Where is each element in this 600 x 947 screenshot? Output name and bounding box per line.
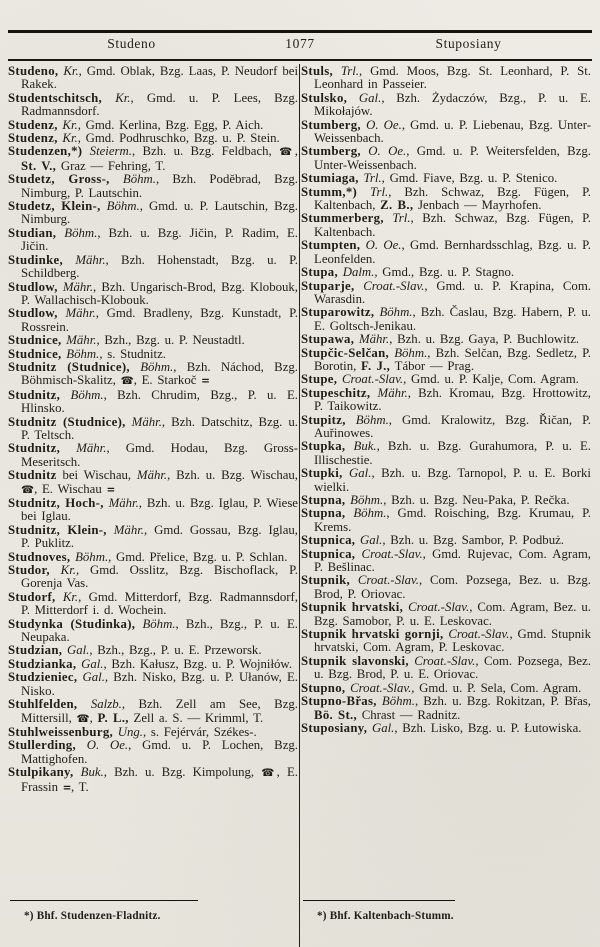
gazetteer-entry: [8, 281, 298, 308]
entry-text: , Gmd. Fiave, Bzg. u. P. Stenico.: [381, 171, 558, 186]
gazetteer-entry: [8, 416, 298, 443]
railway-line-abbr: Bö. St.,: [314, 707, 358, 722]
gazetteer-entry: [301, 655, 591, 682]
entry-text: , Gmd. Moos, Bzg. St. Leonhard, P. St. Leonhard in Passeier.: [314, 64, 591, 92]
place-name: Studeno,: [8, 64, 59, 78]
place-name: Studnitz, Klein-,: [8, 522, 107, 537]
gazetteer-entry: [301, 628, 591, 655]
place-name: Studzieniec,: [8, 670, 78, 685]
entry-text: , Gmd. Mitterdorf, Bzg. Radmannsdorf, P. Mitterdorf i. d. Wochein.: [21, 589, 298, 618]
entry-text: , Gmd. Hodau, Bzg. Gross-Meseritsch.: [21, 441, 298, 469]
place-name: Stupna,: [301, 493, 346, 507]
place-name: Stupnica,: [301, 533, 356, 548]
gazetteer-entry: [301, 440, 591, 467]
place-name: Studlow,: [8, 306, 58, 321]
entry-text: , Bzh. Zell am See, Bzg. Mittersill,: [21, 697, 298, 725]
region-abbr: Gal.: [355, 533, 383, 548]
entry-text: Jenbach — Mayrhofen.: [413, 198, 542, 213]
gazetteer-entry: [301, 534, 591, 547]
gazetteer-entry: [8, 334, 298, 347]
gazetteer-entry: [8, 739, 298, 766]
entry-text: , Bzh. Chrudim, Bzg., P. u. E. Hlinsko.: [21, 387, 298, 416]
gazetteer-entry: [301, 239, 591, 266]
place-name: Stupno-Břas,: [301, 694, 377, 709]
gazetteer-entry: [301, 186, 591, 213]
gazetteer-entry: [8, 591, 298, 618]
left-column-entries: [8, 64, 298, 895]
entry-text: , Bzh. u. Bzg. Tarnopol, P. u. E. Borki wielki.: [314, 466, 591, 494]
region-abbr: Trl.: [357, 184, 389, 199]
gazetteer-entry: [301, 347, 591, 374]
gazetteer-entry: [8, 348, 298, 361]
place-name: Stupnik hrvatski gornji,: [301, 627, 444, 642]
entry-text: , Gmd. Gossau, Bzg. Iglau, P. Puklitz.: [21, 522, 298, 551]
entry-text: , Gmd. u. P. Sela, Com. Agram.: [411, 680, 582, 695]
entry-text: , s. Studnitz.: [99, 346, 166, 361]
place-name: Stuls,: [301, 64, 334, 78]
region-abbr: Böhm.: [56, 225, 98, 240]
entry-text: , Com. Agram, Bez. u. Bzg. Samobor, P. u. E. Leskovac.: [314, 600, 591, 628]
region-abbr: Mähr.: [60, 441, 107, 456]
region-abbr: Trl.: [333, 64, 360, 78]
region-abbr: Böhm.: [345, 493, 384, 507]
region-abbr: Mähr.: [131, 468, 168, 483]
region-abbr: Mähr.: [103, 496, 139, 510]
place-name: Studzian,: [8, 643, 63, 658]
place-name: Stumpten,: [301, 238, 361, 253]
entry-text: , Bzh. u. Bzg. Sambor, P. Podbuż.: [382, 533, 564, 548]
region-abbr: Böhm.: [376, 694, 415, 709]
railway-line-abbr: Z. B.,: [380, 198, 414, 213]
region-abbr: Böhm.: [345, 412, 389, 427]
entry-text: , Bzh. Náchod, Bzg. Böhmisch-Skalitz,: [21, 359, 298, 388]
railway-line-abbr: St. V.,: [21, 158, 57, 173]
region-abbr: Croat.-Slav.: [355, 546, 423, 561]
entry-text: , Bzh. Ungarisch-Brod, Bzg. Klobouk, P. Wallachisch-Klobouk.: [21, 279, 298, 307]
place-name: Stuparowitz,: [301, 305, 375, 320]
place-name: Studentschitsch,: [8, 90, 103, 105]
entry-text: , Gmd. u. P. Krapina, Com. Warasdin.: [314, 278, 591, 306]
railway-line-abbr: F. J.,: [361, 358, 391, 373]
gazetteer-entry: [301, 467, 591, 494]
region-abbr: O. Oe.: [360, 238, 402, 253]
entry-text: , Gmd. Oblak, Bzg. Laas, P. Neudorf bei Rakek.: [21, 64, 298, 92]
gazetteer-entry: [301, 548, 591, 575]
place-name: Studinke,: [8, 252, 63, 267]
gazetteer-entry: [8, 389, 298, 416]
header-first-entry: Studeno: [107, 36, 156, 51]
header-last-entry: Stuposiany: [435, 36, 502, 51]
region-abbr: Böhm.: [60, 387, 104, 402]
region-abbr: Kr.: [55, 589, 79, 604]
gazetteer-entry: [301, 145, 591, 172]
place-name: Stupa,: [301, 265, 339, 280]
gazetteer-entry: [301, 601, 591, 628]
region-abbr: Salzb.: [77, 697, 122, 712]
entry-text: , Bzh. Schwaz, Bzg. Fügen, P. Kaltenbach.: [314, 211, 591, 239]
left-footnote: *) Bhf. Studenzen-Fladnitz.: [24, 910, 161, 922]
entry-text: , Gmd. Přelice, Bzg. u. P. Schlan.: [108, 549, 288, 564]
entry-text: , s. Fejérvár, Székes-.: [142, 724, 257, 739]
entry-text: , Gmd. Bradleny, Bzg. Kunstadt, P. Rossrein.: [21, 306, 298, 334]
gazetteer-entry: [301, 507, 591, 534]
place-name: Stupna,: [301, 506, 346, 521]
region-abbr: Gal.: [347, 90, 382, 105]
gazetteer-entry: [8, 307, 298, 334]
place-name: Stumiaga,: [301, 171, 359, 186]
region-abbr: Mähr.: [62, 252, 106, 267]
gazetteer-entry: [301, 373, 591, 386]
place-name: Stuhlweissenburg,: [8, 724, 114, 739]
entry-text: ,: [89, 710, 98, 725]
gazetteer-entry: [8, 92, 298, 119]
gazetteer-entry: [8, 726, 298, 739]
entry-text: Zell a. S. — Krimml, T.: [128, 710, 264, 725]
place-name: Stulsko,: [301, 90, 348, 105]
text-columns: [8, 61, 592, 947]
entry-text: , Gmd., Bzg. u. P. Stagno.: [374, 265, 515, 280]
gazetteer-entry: [301, 333, 591, 346]
place-name: Studnitz,: [8, 441, 61, 456]
entry-text: , Gmd. u. P. Weitersfelden, Bzg. Unter-Weissenbach.: [314, 144, 591, 172]
region-abbr: Kr.: [58, 64, 79, 78]
region-abbr: Croat.-Slav.: [443, 627, 510, 642]
place-name: Stumberg,: [301, 117, 361, 132]
place-name: Studnoves,: [8, 549, 71, 564]
entry-text: , T.: [70, 779, 89, 794]
entry-text: ,: [294, 144, 298, 159]
entry-text: , Bzh. Kromau, Bzg. Hrottowitz, P. Taikowitz.: [314, 385, 591, 414]
entry-text: , Bzh. u. Bzg. Wischau,: [167, 468, 298, 483]
region-abbr: Mähr.: [354, 332, 390, 347]
gazetteer-entry: [8, 361, 298, 389]
left-column: [8, 64, 298, 947]
region-abbr: Gal.: [76, 656, 104, 671]
place-name: Studnitz (Studnice),: [8, 414, 126, 429]
right-footnote-block: [301, 895, 591, 947]
post-horn-icon: ☎: [279, 146, 295, 159]
place-name: Stupno,: [301, 680, 346, 695]
region-abbr: Buk.: [345, 439, 377, 454]
page-number: 1077: [285, 36, 315, 51]
place-name: Studor,: [8, 563, 50, 578]
right-footnote: *) Bhf. Kaltenbach-Stumm.: [317, 910, 454, 922]
region-abbr: Croat.-Slav.: [354, 278, 425, 293]
place-name: Studetz, Klein-,: [8, 199, 101, 214]
place-name: Studnitz,: [8, 387, 61, 402]
entry-text: , Bzh. Nisko, Bzg. u. P. Ułanów, E. Nisko.: [21, 670, 298, 698]
region-abbr: Böhm.: [109, 172, 156, 187]
place-name: Studnitz, Hoch-,: [8, 496, 104, 510]
entry-text: , Bzh. u. Bzg. Neu-Paka, P. Rečka.: [383, 493, 570, 507]
gazetteer-entry: [8, 469, 298, 497]
region-abbr: Buk.: [73, 765, 104, 780]
entry-text: , Bzh. u. Bzg. Gaya, P. Buchlowitz.: [389, 332, 580, 347]
region-abbr: Trl.: [358, 171, 382, 186]
entry-text: , Gmd. u. P. Lautschin, Bzg. Nimburg.: [21, 199, 298, 227]
entry-text: , Com. Pozsega, Bez. u. Bzg. Brod, P. u. E. Oriovac.: [314, 653, 591, 682]
gazetteer-entry: [301, 65, 591, 92]
railway-symbol: =: [201, 375, 210, 388]
entry-text: , Gmd. Rujevac, Com. Agram, P. Bešlinac.: [314, 546, 591, 575]
place-name: Stupitz,: [301, 412, 346, 427]
entry-text: , Bzh. u. Bzg. Jičin, P. Radim, E. Jičin.: [21, 225, 298, 254]
entry-text: , Bzh. Datschitz, Bzg. u. P. Teltsch.: [21, 414, 298, 442]
region-abbr: Steierm.: [82, 144, 132, 159]
region-abbr: Kr.: [102, 90, 131, 105]
region-abbr: O. Oe.: [75, 738, 129, 753]
entry-text: , Bzh., Bzg., P. u. E. Przeworsk.: [89, 643, 262, 658]
gazetteer-entry: [8, 254, 298, 281]
entry-text: , Gmd. u. P. Lochen, Bzg. Mattighofen.: [21, 738, 298, 766]
region-abbr: O. Oe.: [360, 144, 407, 159]
gazetteer-entry: [8, 227, 298, 254]
place-name: Stullerding,: [8, 738, 76, 753]
entry-text: , E. Frassin: [21, 765, 298, 794]
region-abbr: Trl.: [383, 211, 411, 226]
region-abbr: Böhm.: [70, 549, 109, 564]
region-abbr: O. Oe.: [360, 117, 402, 132]
entry-text: bei Wischau,: [56, 468, 132, 483]
entry-text: , Bzh. u. Bzg. Rokitzan, P. Břas,: [414, 694, 591, 709]
region-abbr: Böhm.: [100, 199, 140, 214]
place-name: Stupeschitz,: [301, 385, 371, 400]
entry-text: , E. Starkoč: [133, 373, 202, 388]
gazetteer-entry: [301, 306, 591, 333]
place-name: Stupčic-Selčan,: [301, 345, 390, 360]
region-abbr: Mähr.: [57, 279, 94, 294]
entry-text: Tábor — Prag.: [390, 358, 475, 373]
railway-line-abbr: P. L.,: [97, 710, 129, 725]
gazetteer-entry: [8, 618, 298, 645]
place-name: Stummerberg,: [301, 211, 384, 226]
right-column-entries: [301, 64, 591, 895]
entry-text: , Bzh. u. Bzg. Feldbach,: [131, 144, 280, 159]
gazetteer-entry: [8, 524, 298, 551]
place-name: Stulpikany,: [8, 765, 74, 780]
entry-text: , Bzh. Selčan, Bzg. Sedletz, P. Borotin,: [314, 345, 591, 373]
entry-text: , Bzh. Schwaz, Bzg. Fügen, P. Kaltenbach,: [314, 184, 591, 213]
entry-text: , Com. Pozsega, Bez. u. Bzg. Brod, P. Oriovac.: [314, 573, 591, 601]
place-name: Stumberg,: [301, 144, 361, 159]
entry-text: , Gmd. u. P. Lees, Bzg. Radmannsdorf.: [21, 90, 298, 119]
region-abbr: Croat.-Slav.: [408, 653, 476, 668]
gazetteer-entry: [301, 172, 591, 185]
entry-text: , Bzh. u. Bzg. Kimpolung,: [103, 765, 262, 780]
post-horn-icon: ☎: [76, 712, 90, 725]
entry-text: , Gmd. u. P. Kalje, Com. Agram.: [403, 372, 579, 387]
place-name: Stupki,: [301, 466, 343, 481]
entry-text: , Gmd. Stupnik hrvatski, Com. Agram, P. Leskovac.: [314, 627, 591, 655]
entry-text: , Bzh. Kałusz, Bzg. u. P. Wojniłów.: [103, 656, 293, 671]
entry-text: , Bzh. u. Bzg. Gurahumora, P. u. E. Illischestie.: [314, 439, 591, 467]
entry-text: , Bzh. Hohenstadt, Bzg. u. P. Schildberg.: [21, 252, 298, 281]
gazetteer-entry: [8, 173, 298, 200]
gazetteer-entry: [8, 658, 298, 671]
right-column: [301, 64, 591, 947]
gazetteer-entry: [8, 766, 298, 795]
entry-text: , Gmd. Roisching, Bzg. Krumau, P. Krems.: [314, 506, 591, 534]
region-abbr: Gal.: [62, 643, 90, 658]
region-abbr: Gal.: [77, 670, 105, 685]
gazetteer-entry: [301, 92, 591, 119]
region-abbr: Croat.-Slav.: [337, 372, 404, 387]
region-abbr: Mähr.: [125, 414, 162, 429]
region-abbr: Mähr.: [61, 333, 97, 348]
gazetteer-entry: [8, 145, 298, 173]
region-abbr: Böhm.: [61, 346, 100, 361]
entry-text: , Gmd. Bernhardsschlag, Bzg. u. P. Leonfelden.: [314, 238, 591, 266]
place-name: Stuposiany,: [301, 720, 368, 735]
entry-text: , Gmd. Podhruschko, Bzg. u. P. Stein.: [77, 131, 280, 146]
region-abbr: Croat.-Slav.: [403, 600, 470, 615]
gazetteer-entry: [8, 644, 298, 657]
region-abbr: Kr.: [57, 117, 78, 132]
right-footnote-rule: [303, 900, 455, 902]
place-name: Stumm,*): [301, 184, 358, 199]
region-abbr: Dalm.: [338, 265, 375, 280]
gazetteer-entry: [8, 65, 298, 92]
gazetteer-entry: [8, 200, 298, 227]
gazetteer-entry: [301, 695, 591, 722]
place-name: Studzianka,: [8, 656, 77, 671]
gazetteer-entry: [8, 132, 298, 145]
place-name: Studorf,: [8, 589, 56, 604]
gazetteer-entry: [301, 682, 591, 695]
region-abbr: Gal.: [367, 720, 395, 735]
left-footnote-block: [8, 895, 298, 947]
entry-text: , Bzh., Bzg. u. P. Neustadtl.: [96, 333, 245, 348]
post-horn-icon: ☎: [261, 767, 277, 780]
gazetteer-entry: [8, 551, 298, 564]
region-abbr: Böhm.: [389, 345, 428, 360]
entry-text: , Gmd. Osslitz, Bzg. Bischoflack, P. Gorenja Vas.: [21, 563, 298, 591]
place-name: Stupnik hrvatski,: [301, 600, 404, 615]
region-abbr: Kr.: [49, 563, 76, 578]
gazetteer-entry: [8, 564, 298, 591]
gazetteer-entry: [301, 722, 591, 735]
post-horn-icon: ☎: [120, 375, 134, 388]
place-name: Stupawa,: [301, 332, 355, 347]
region-abbr: Mähr.: [370, 385, 408, 400]
place-name: Studnitz (Studnice),: [8, 359, 130, 374]
region-abbr: Böhm.: [374, 305, 413, 320]
railway-symbol: =: [62, 781, 71, 794]
place-name: Stupnica,: [301, 546, 356, 561]
place-name: Studetz, Gross-,: [8, 172, 110, 187]
gazetteer-entry: [301, 574, 591, 601]
region-abbr: Gal.: [342, 466, 372, 481]
gazetteer-entry: [301, 266, 591, 279]
left-footnote-rule: [10, 900, 198, 902]
region-abbr: Böhm.: [129, 359, 174, 374]
entry-text: , Bzh. Lisko, Bzg. u. P. Łutowiska.: [394, 720, 582, 735]
entry-text: , Gmd. Kerlina, Bzg. Egg, P. Aich.: [77, 117, 264, 132]
place-name: Studnice,: [8, 333, 62, 348]
region-abbr: Böhm.: [135, 616, 176, 631]
place-name: Studenz,: [8, 131, 58, 146]
entry-text: , Bzh. u. Bzg. Iglau, P. Wiese bei Iglau.: [21, 496, 298, 524]
gazetteer-entry: [301, 414, 591, 441]
place-name: Stupka,: [301, 439, 346, 454]
place-name: Studenz,: [8, 117, 58, 132]
gazetteer-entry: [301, 119, 591, 146]
place-name: Stupnik slavonski,: [301, 653, 409, 668]
place-name: Studnice,: [8, 346, 62, 361]
place-name: Stupe,: [301, 372, 338, 387]
entry-text: Chrast — Radnitz.: [357, 707, 461, 722]
region-abbr: Croat.-Slav.: [345, 680, 412, 695]
gazetteer-entry: [301, 387, 591, 414]
region-abbr: Mähr.: [57, 306, 96, 321]
running-head: [8, 33, 592, 59]
place-name: Studnitz: [8, 468, 57, 483]
gazetteer-entry: [301, 280, 591, 307]
railway-symbol: =: [106, 483, 115, 496]
place-name: Studynka (Studinka),: [8, 616, 136, 631]
region-abbr: Böhm.: [345, 506, 387, 521]
gazetteer-entry: [8, 671, 298, 698]
entry-text: , Gmd. Kralowitz, Bzg. Řičan, P. Auřinowes.: [314, 412, 591, 440]
region-abbr: Ung.: [113, 724, 143, 739]
gazetteer-entry: [8, 119, 298, 132]
gazetteer-entry: [8, 442, 298, 469]
place-name: Stupnik,: [301, 573, 351, 588]
region-abbr: Kr.: [57, 131, 78, 146]
place-name: Stuhlfelden,: [8, 697, 78, 712]
entry-text: , Gmd. u. P. Liebenau, Bzg. Unter-Weissenbach.: [314, 117, 591, 146]
entry-text: , Bzh. Poděbrad, Bzg. Nimburg, P. Lautschin.: [21, 172, 298, 200]
post-horn-icon: ☎: [21, 483, 35, 496]
entry-text: , E. Wischau: [34, 481, 107, 496]
place-name: Studenzen,*): [8, 144, 83, 159]
gazetteer-entry: [8, 698, 298, 726]
gazetteer-entry: [301, 212, 591, 239]
region-abbr: Mähr.: [106, 522, 144, 537]
place-name: Stuparje,: [301, 278, 355, 293]
place-name: Studlow,: [8, 279, 58, 294]
gazetteer-entry: [301, 494, 591, 507]
entry-text: Graz — Fehring, T.: [56, 158, 166, 173]
place-name: Studian,: [8, 225, 57, 240]
entry-text: , Bzh. Żydaczów, Bzg., P. u. E. Mikołajów.: [314, 90, 591, 119]
region-abbr: Croat.-Slav.: [350, 573, 419, 588]
entry-text: , Bzh. Časlau, Bzg. Habern, P. u. E. Goltsch-Jenikau.: [314, 305, 591, 333]
column-divider: [299, 64, 300, 947]
gazetteer-entry: [8, 497, 298, 524]
entry-text: , Bzh., Bzg., P. u. E. Neupaka.: [21, 616, 298, 645]
